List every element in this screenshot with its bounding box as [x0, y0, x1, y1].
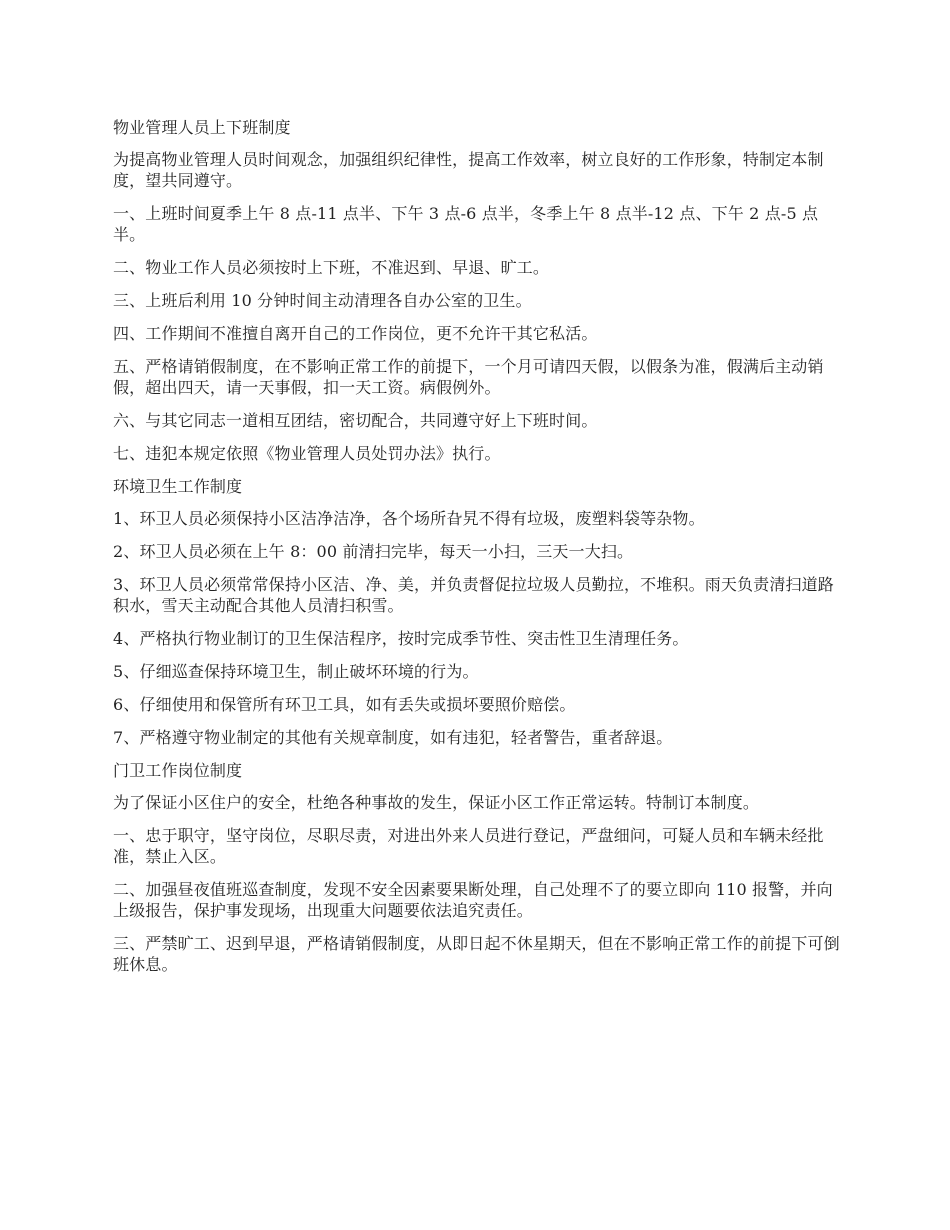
- paragraph: 二、物业工作人员必须按时上下班，不准迟到、早退、旷工。: [113, 258, 550, 277]
- paragraph: 二、加强昼夜值班巡查制度，发现不安全因素要果断处理，自己处理不了的要立即向 110 报警，并向上级报告，保护事发现场，出现重大问题要依法追究责任。: [113, 880, 833, 920]
- section-title-sanitation: 环境卫生工作制度: [113, 477, 243, 496]
- paragraph: 四、工作期间不准擅自离开自己的工作岗位，更不允许干其它私活。: [113, 324, 598, 343]
- paragraph: 三、严禁旷工、迟到早退，严格请销假制度，从即日起不休星期天，但在不影响正常工作的前提下可倒班休息。: [113, 934, 840, 974]
- section-title-attendance: 物业管理人员上下班制度: [113, 118, 291, 137]
- paragraph: 三、上班后利用 10 分钟时间主动清理各自办公室的卫生。: [113, 291, 532, 310]
- paragraph: 3、环卫人员必须常常保持小区洁、净、美，并负责督促拉垃圾人员勤拉，不堆积。雨天负责清扫道路积水，雪天主动配合其他人员清扫积雪。: [113, 575, 834, 615]
- paragraph: 5、仔细巡查保持环境卫生，制止破坏环境的行为。: [113, 662, 479, 681]
- paragraph: 一、上班时间夏季上午 8 点-11 点半、下午 3 点-6 点半，冬季上午 8 点半-12 点、下午 2 点-5 点半。: [113, 204, 819, 244]
- paragraph: 六、与其它同志一道相互团结，密切配合，共同遵守好上下班时间。: [113, 411, 598, 430]
- paragraph: 七、违犯本规定依照《物业管理人员处罚办法》执行。: [113, 444, 501, 463]
- paragraph: 1、环卫人员必须保持小区洁净洁净，各个场所旮旯不得有垃圾，废塑料袋等杂物。: [113, 509, 705, 528]
- paragraph: 4、严格执行物业制订的卫生保洁程序，按时完成季节性、突击性卫生清理任务。: [113, 629, 689, 648]
- paragraph: 五、严格请销假制度，在不影响正常工作的前提下，一个月可请四天假，以假条为准，假满后主动销假，超出四天，请一天事假，扣一天工资。病假例外。: [113, 357, 824, 397]
- paragraph: 为提高物业管理人员时间观念，加强组织纪律性，提高工作效率，树立良好的工作形象，特制定本制度，望共同遵守。: [113, 150, 824, 190]
- paragraph: 6、仔细使用和保管所有环卫工具，如有丢失或损坏要照价赔偿。: [113, 695, 576, 714]
- paragraph: 为了保证小区住户的安全，杜绝各种事故的发生，保证小区工作正常运转。特制订本制度。: [113, 793, 760, 812]
- section-title-gatekeeper: 门卫工作岗位制度: [113, 761, 243, 780]
- paragraph: 2、环卫人员必须在上午 8：00 前清扫完毕，每天一小扫，三天一大扫。: [113, 542, 634, 561]
- paragraph: 7、严格遵守物业制定的其他有关规章制度，如有违犯，轻者警告，重者辞退。: [113, 728, 673, 747]
- document-page: [113, 117, 845, 987]
- paragraph: 一、忠于职守，坚守岗位，尽职尽责，对进出外来人员进行登记，严盘细问，可疑人员和车辆未经批准，禁止入区。: [113, 826, 824, 866]
